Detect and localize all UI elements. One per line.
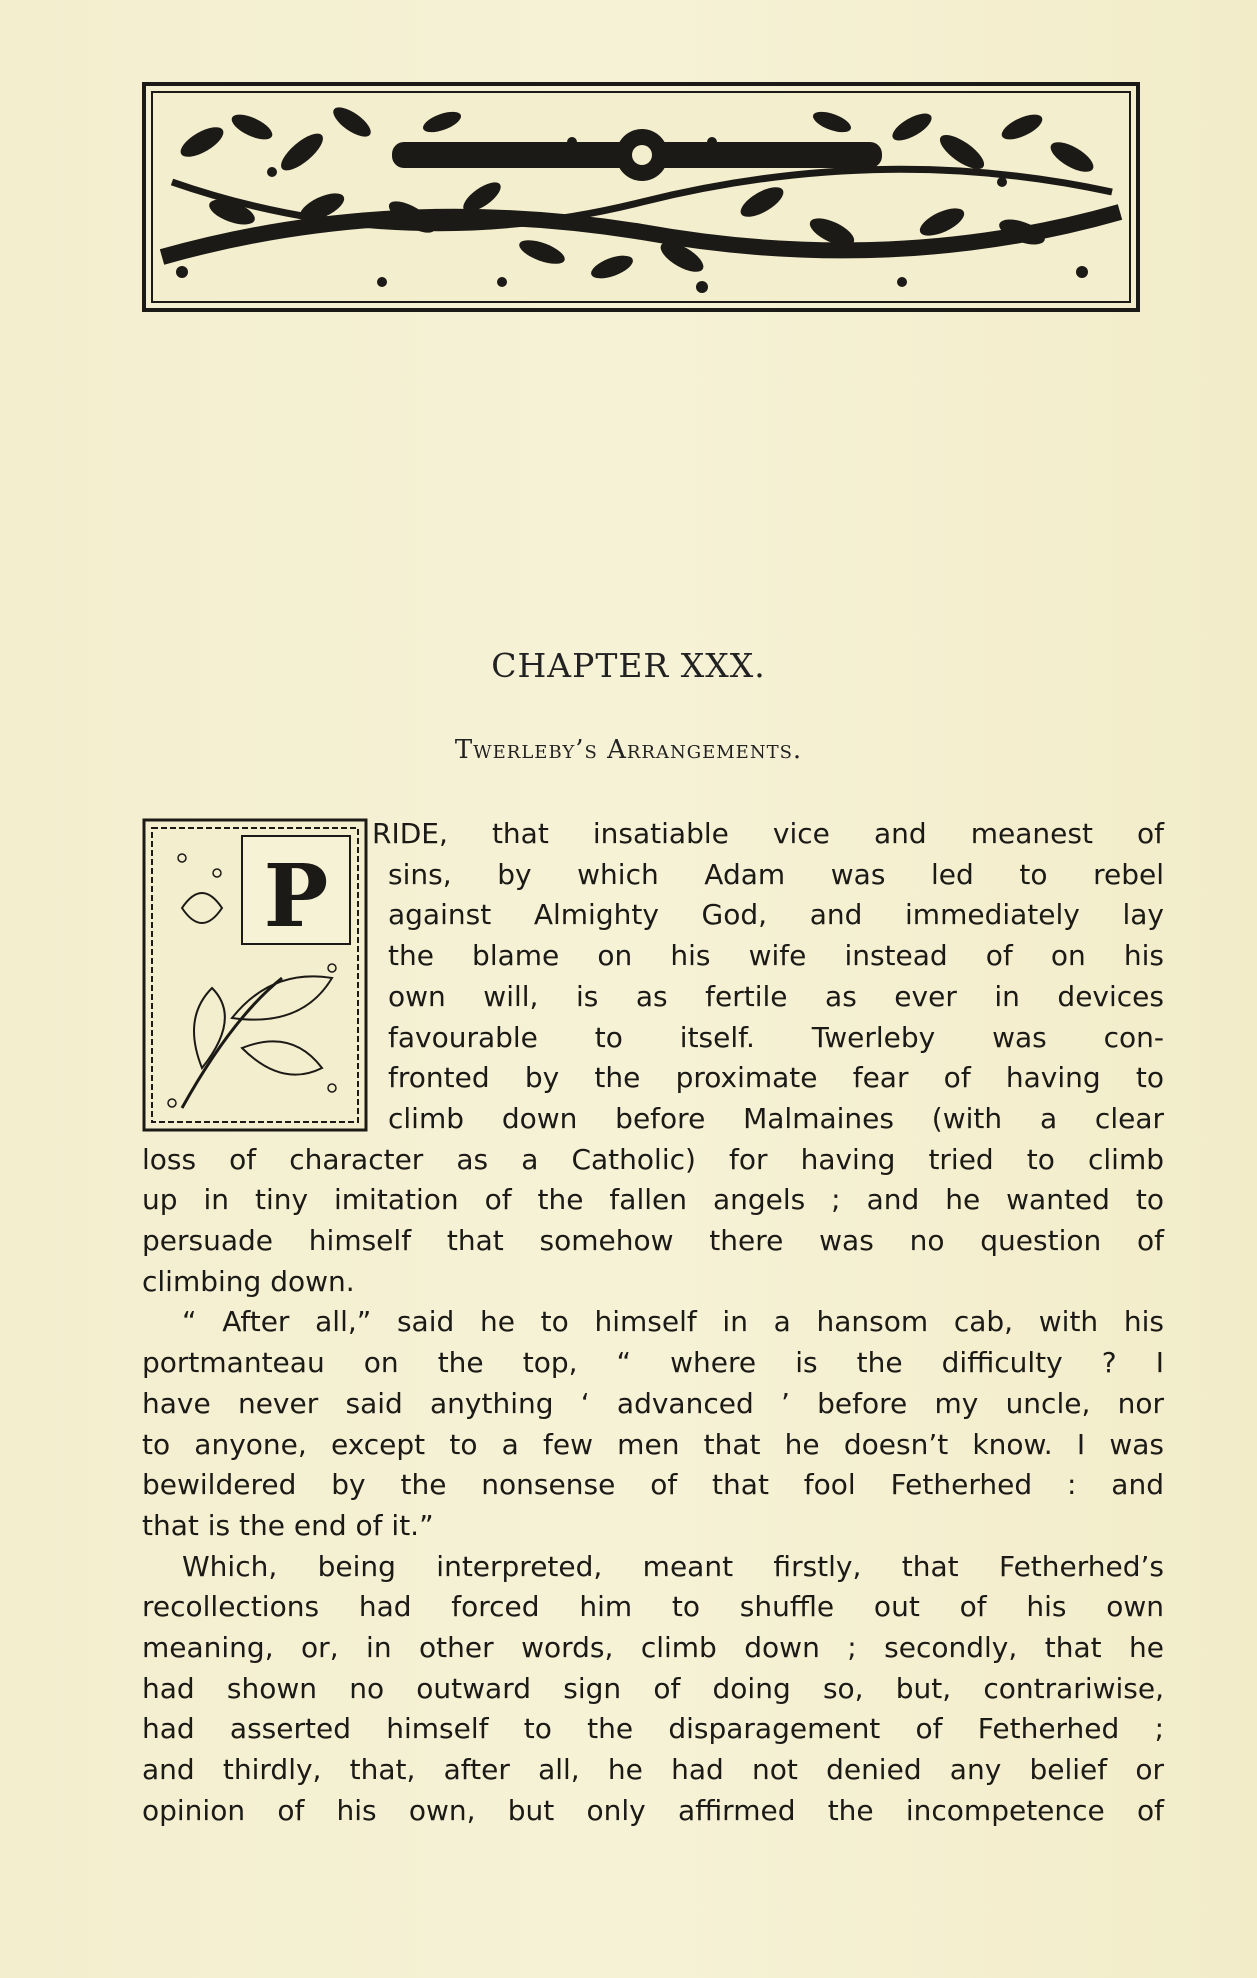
text-line: favourable to itself. Twerleby was con- [388, 1020, 1164, 1054]
dropcap-letter: P [263, 846, 329, 947]
text-line: have never said anything ‘ advanced ’ before my uncle, nor [142, 1386, 1164, 1420]
text-line: the blame on his wife instead of on his [388, 939, 1164, 973]
text-line: that is the end of it.” [142, 1508, 434, 1542]
text-line: meaning, or, in other words, climb down ; secondly, that he [142, 1631, 1164, 1665]
text-line: fronted by the proximate fear of having to [388, 1061, 1164, 1095]
text-line: against Almighty God, and immediately lay [388, 898, 1164, 932]
body-text [142, 814, 1164, 1832]
text-line: loss of character as a Catholic) for having tried to climb [142, 1142, 1164, 1176]
text-line: bewildered by the nonsense of that fool Fetherhed : and [142, 1468, 1164, 1502]
text-line: climb down before Malmaines (with a clear [388, 1101, 1164, 1135]
text-line: Which, being interpreted, meant firstly, that Fetherhed’s [182, 1549, 1164, 1583]
text-line: portmanteau on the top, “ where is the difficulty ? I [142, 1346, 1164, 1380]
ornamental-headpiece [142, 82, 1140, 312]
text-line: had shown no outward sign of doing so, but, contrariwise, [142, 1671, 1164, 1705]
text-line: to anyone, except to a few men that he doesn’t know. I was [142, 1427, 1164, 1461]
text-line: recollections had forced him to shuffle out of his own [142, 1590, 1164, 1624]
text-line: up in tiny imitation of the fallen angels ; and he wanted to [142, 1183, 1164, 1217]
chapter-title: CHAPTER XXX. [491, 646, 766, 685]
chapter-subtitle: Twerleby’s Arrangements. [454, 735, 803, 765]
text-line: climbing down. [142, 1264, 355, 1298]
text-line: had asserted himself to the disparagement of Fetherhed ; [142, 1712, 1164, 1746]
text-line: persuade himself that somehow there was no question of [142, 1224, 1164, 1258]
text-line: sins, by which Adam was led to rebel [388, 857, 1164, 891]
text-line: opinion of his own, but only affirmed the incompetence of [142, 1793, 1164, 1827]
text-line: and thirdly, that, after all, he had not denied any belief or [142, 1753, 1164, 1787]
text-line: own will, is as fertile as ever in devices [388, 979, 1164, 1013]
text-line: RIDE, that insatiable vice and meanest of [372, 817, 1164, 850]
text-line: “ After all,” said he to himself in a hansom cab, with his [182, 1305, 1164, 1339]
